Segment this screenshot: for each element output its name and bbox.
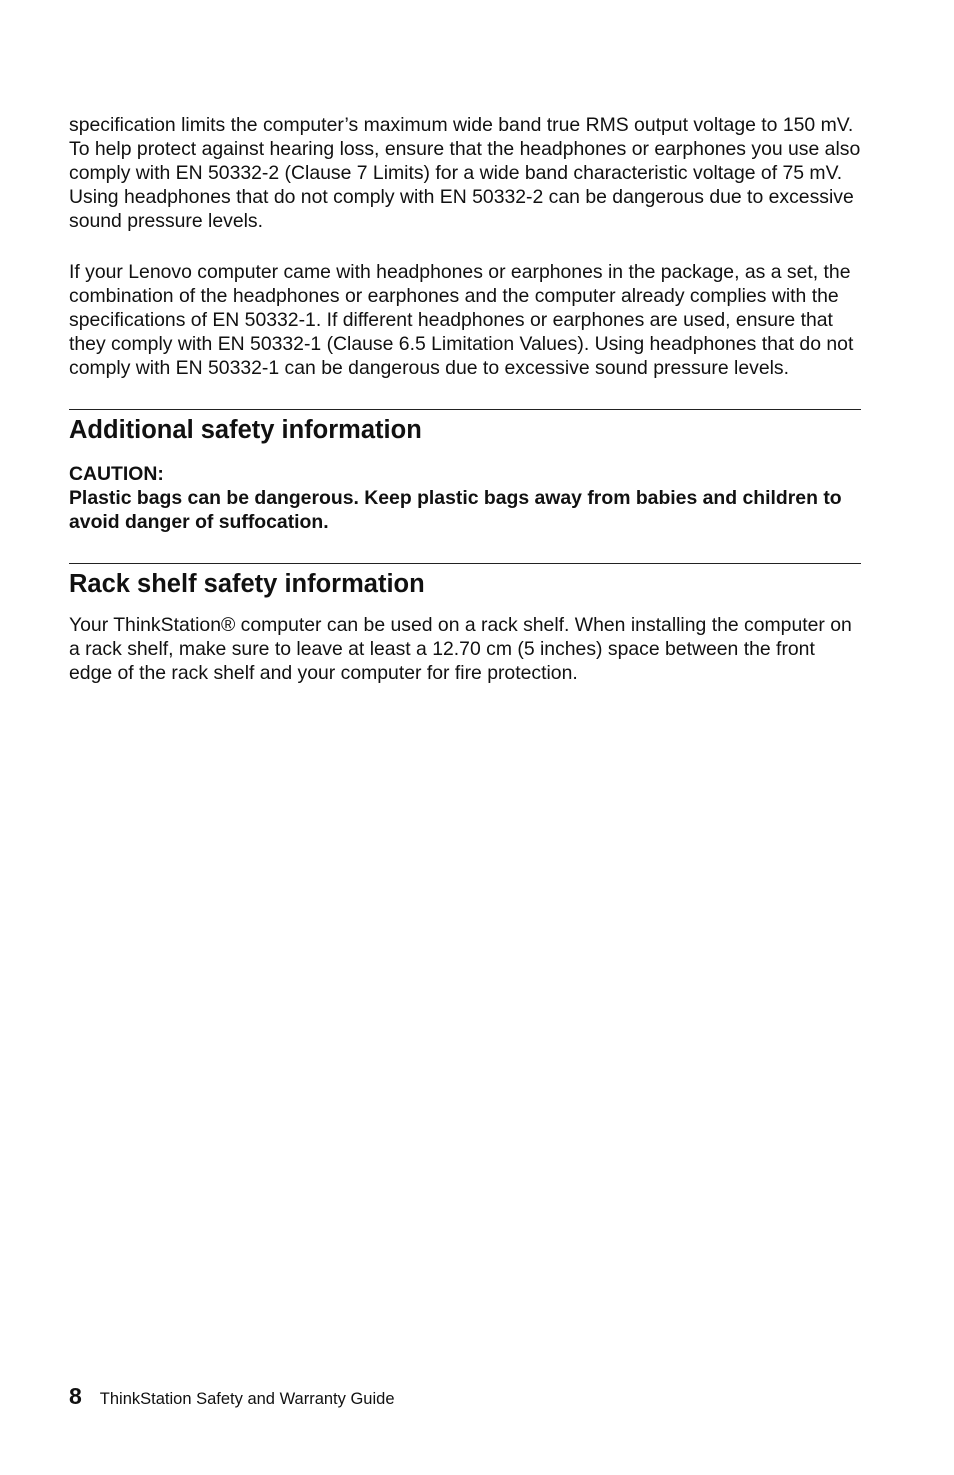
page-number: 8 xyxy=(69,1383,82,1409)
page-content xyxy=(69,113,861,685)
headphone-limits-paragraph: specification limits the computer’s maximum wide band true RMS output voltage to 150 mV. To help protect against hearing loss, ensure that the headphones or earphones you use also comply with EN 50332-2 (Clause 7 Limits) for a wide band characteristic voltage of 75 mV. Using headphones that do not comply with EN 50332-2 can be dangerous due to excessive sound pressure levels. xyxy=(69,114,861,232)
rack-shelf-heading: Rack shelf safety information xyxy=(69,570,425,598)
section-divider xyxy=(69,563,861,564)
headphone-package-paragraph: If your Lenovo computer came with headphones or earphones in the package, as a set, the combination of the headphones or earphones and the computer already complies with the specifications of EN 50332-1. If different headphones or earphones are used, ensure that they comply with EN 50332-1 (Clause 6.5 Limitation Values). Using headphones that do not comply with EN 50332-1 can be dangerous due to excessive sound pressure levels. xyxy=(69,261,854,379)
rack-shelf-paragraph: Your ThinkStation® computer can be used on a rack shelf. When installing the computer on a rack shelf, make sure to leave at least a 12.70 cm (5 inches) space between the front edge of the rack shelf and your computer for fire protection. xyxy=(69,614,852,684)
additional-safety-heading: Additional safety information xyxy=(69,416,422,444)
caution-text: Plastic bags can be dangerous. Keep plastic bags away from babies and children to avoid danger of suffocation. xyxy=(69,487,842,533)
caution-label: CAUTION: xyxy=(69,463,164,485)
page-footer xyxy=(69,1383,395,1410)
footer-title: ThinkStation Safety and Warranty Guide xyxy=(99,1390,395,1408)
section-divider xyxy=(69,409,861,410)
